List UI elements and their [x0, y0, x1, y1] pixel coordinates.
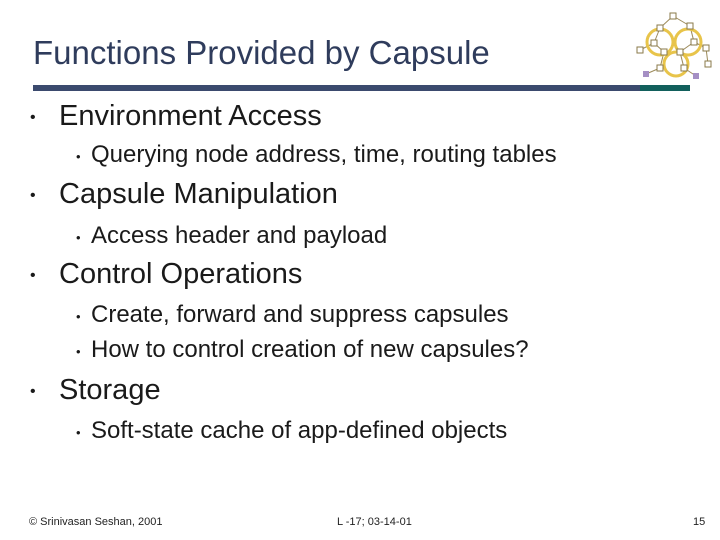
- bullet-dot: •: [76, 149, 81, 164]
- bullet-text: Storage: [59, 374, 161, 406]
- bullet-text: Control Operations: [59, 258, 303, 290]
- bullet-dot: •: [30, 383, 36, 400]
- bullet-dot: •: [76, 230, 81, 245]
- bullet-dot: •: [30, 267, 36, 284]
- slide-title: Functions Provided by Capsule: [33, 34, 490, 71]
- sub-bullet-text: Querying node address, time, routing tables: [91, 141, 557, 168]
- bullet-dot: •: [30, 109, 36, 126]
- sub-bullet-text: How to control creation of new capsules?: [91, 336, 529, 363]
- bullet-dot: •: [76, 344, 81, 359]
- sub-bullet-text: Soft-state cache of app-defined objects: [91, 417, 508, 444]
- bullet-dot: •: [76, 309, 81, 324]
- bullet-dot: •: [30, 187, 36, 204]
- footer-lecture: L -17; 03-14-01: [337, 516, 412, 528]
- bullet-text: Environment Access: [59, 100, 322, 132]
- footer-page-number: 15: [693, 516, 706, 528]
- footer-copyright: © Srinivasan Seshan, 2001: [29, 516, 163, 528]
- sub-bullet-text: Create, forward and suppress capsules: [91, 301, 509, 328]
- bullet-text: Capsule Manipulation: [59, 178, 338, 210]
- bullet-dot: •: [76, 425, 81, 440]
- sub-bullet-text: Access header and payload: [91, 222, 388, 249]
